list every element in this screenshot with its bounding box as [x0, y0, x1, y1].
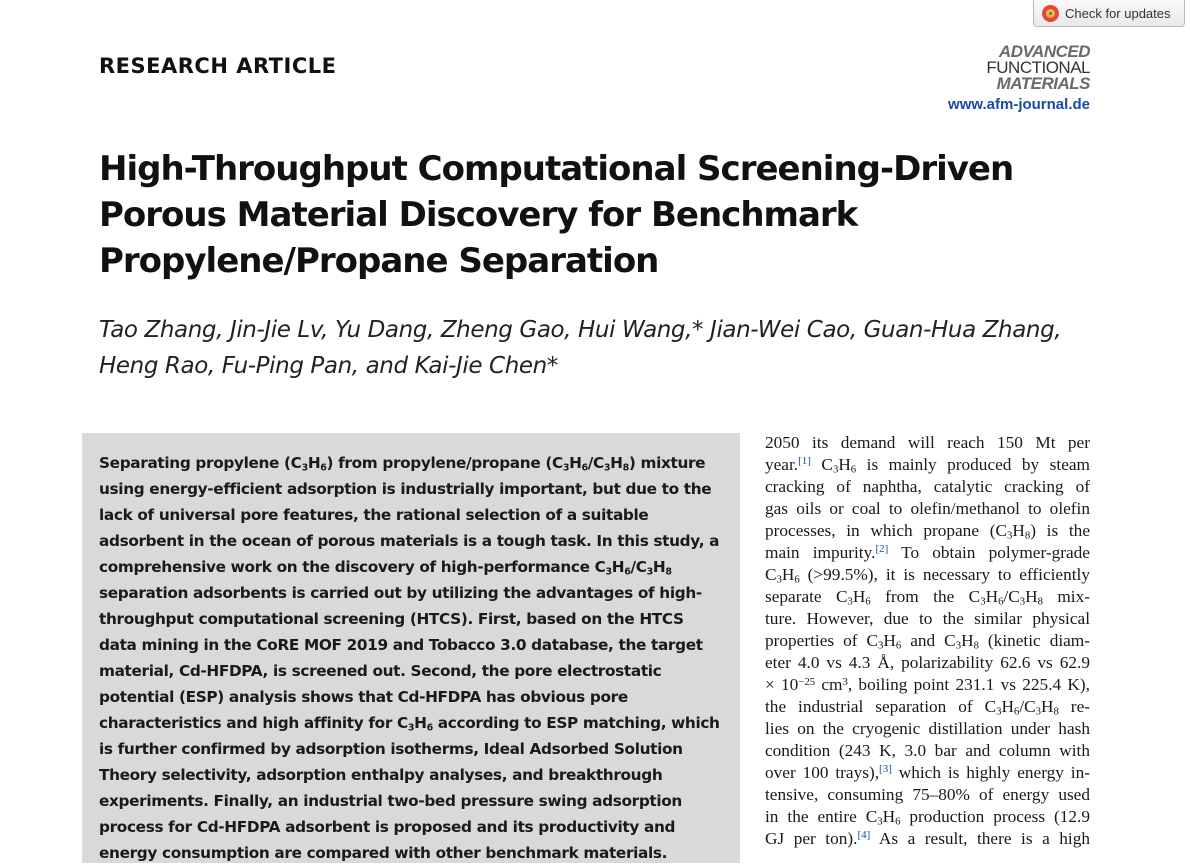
- citation-link[interactable]: [1]: [798, 455, 811, 467]
- body-line: 2050 its demand will reach 150 Mt per: [765, 433, 1090, 452]
- body-line: over 100 trays),[3] which is highly energy in-: [765, 763, 1090, 782]
- body-line: in the entire $C_3H_6$ production process (12.9: [765, 807, 1090, 828]
- author-list: [99, 312, 1099, 384]
- body-line: condition (243 K, 3.0 bar and column with: [765, 741, 1090, 760]
- abstract-text: Separating propylene $(C_3H_6)$ from propylene/propane $(C_3H_6/C_3H_8)$ mixture using energy-efficient adsorption is industrially important, but due to the lack of universal pore features, the rational selection of a suitable adsorbent in the ocean of porous materials is a tough task. In this study, a comprehensive work on the discovery of high-performance $C_3H_6/C_3H_8$ separation adsorbents is carried out by utilizing the advantages of high-throughput computational screening (HTCS). First, based on the HTCS data mining in the CoRE MOF 2019 and Tobacco 3.0 database, the target material, Cd-HFDPA, is screened out. Second, the pore electrostatic potential (ESP) analysis shows that Cd-HFDPA has obvious pore characteristics and high affinity for $C_3H_6$ according to ESP matching, which is further confirmed by adsorption isotherms, Ideal Adsorbed Solution Theory selectivity, adsorption enthalpy analyses, and breakthrough experiments. Finally, an industrial two-bed pressure swing adsorption process for Cd-HFDPA adsorbent is proposed and its productivity and energy consumption are compared with other benchmark materials.: [99, 454, 720, 862]
- check-for-updates-button[interactable]: [1033, 0, 1185, 27]
- body-line: cracking of naphtha, catalytic cracking of: [765, 477, 1090, 496]
- citation-link[interactable]: [2]: [875, 543, 889, 555]
- body-line: eter 4.0 vs 4.3 Å, polarizability 62.6 vs 62.9: [765, 653, 1090, 672]
- citation-link[interactable]: [4]: [857, 829, 871, 841]
- body-line: tensive, consuming 75–80% of energy used: [765, 785, 1090, 804]
- body-line: the industrial separation of $C_3H_6/C_3H_8$ re-: [765, 697, 1090, 718]
- citation-link[interactable]: [3]: [879, 763, 892, 775]
- body-line: year.[1] $C_3H_6$ is mainly produced by steam: [765, 455, 1090, 476]
- body-line: $C_3H_6$ (>99.5%), it is necessary to efficiently: [765, 565, 1090, 586]
- author-list-line-1: Tao Zhang, Jin-Jie Lv, Yu Dang, Zheng Gao, Hui Wang,* Jian-Wei Cao, Guan-Hua Zhang,: [99, 317, 1062, 343]
- body-line: GJ per ton).[4] As a result, there is a high: [765, 829, 1090, 848]
- body-line: properties of $C_3H_6$ and $C_3H_8$ (kinetic diam-: [765, 631, 1091, 652]
- section-label: RESEARCH ARTICLE: [99, 54, 337, 78]
- journal-logo: [986, 44, 1090, 92]
- body-line: main impurity.[2] To obtain polymer-grade: [765, 543, 1090, 562]
- body-line: lies on the cryogenic distillation under hash: [765, 719, 1090, 738]
- journal-logo-line-1: ADVANCED: [998, 42, 1090, 61]
- journal-url-link[interactable]: www.afm-journal.de: [948, 96, 1090, 113]
- article-title: High-Throughput Computational Screening-Driven Porous Material Discovery for Benchmark Propylene/Propane Separation: [99, 149, 1014, 281]
- crossmark-icon: [1042, 5, 1059, 22]
- body-line: × $10^{-25}$ $cm^3$, boiling point 231.1 vs 225.4 K),: [765, 675, 1090, 694]
- body-text-column: [765, 432, 1090, 850]
- abstract-box: [82, 433, 740, 863]
- body-line: separate $C_3H_6$ from the $C_3H_6/C_3H_8$ mix-: [765, 587, 1090, 608]
- author-list-line-2: Heng Rao, Fu-Ping Pan, and Kai-Jie Chen*: [99, 353, 558, 379]
- check-for-updates-label: Check for updates: [1065, 5, 1171, 21]
- journal-logo-line-3: MATERIALS: [996, 74, 1090, 93]
- body-line: ture. However, due to the similar physical: [765, 609, 1090, 628]
- body-line: gas oils or coal to olefin/methanol to olefin: [765, 499, 1090, 518]
- body-line: processes, in which propane $(C_3H_8)$ is the: [765, 521, 1090, 542]
- journal-logo-line-2: FUNCTIONAL: [986, 58, 1090, 77]
